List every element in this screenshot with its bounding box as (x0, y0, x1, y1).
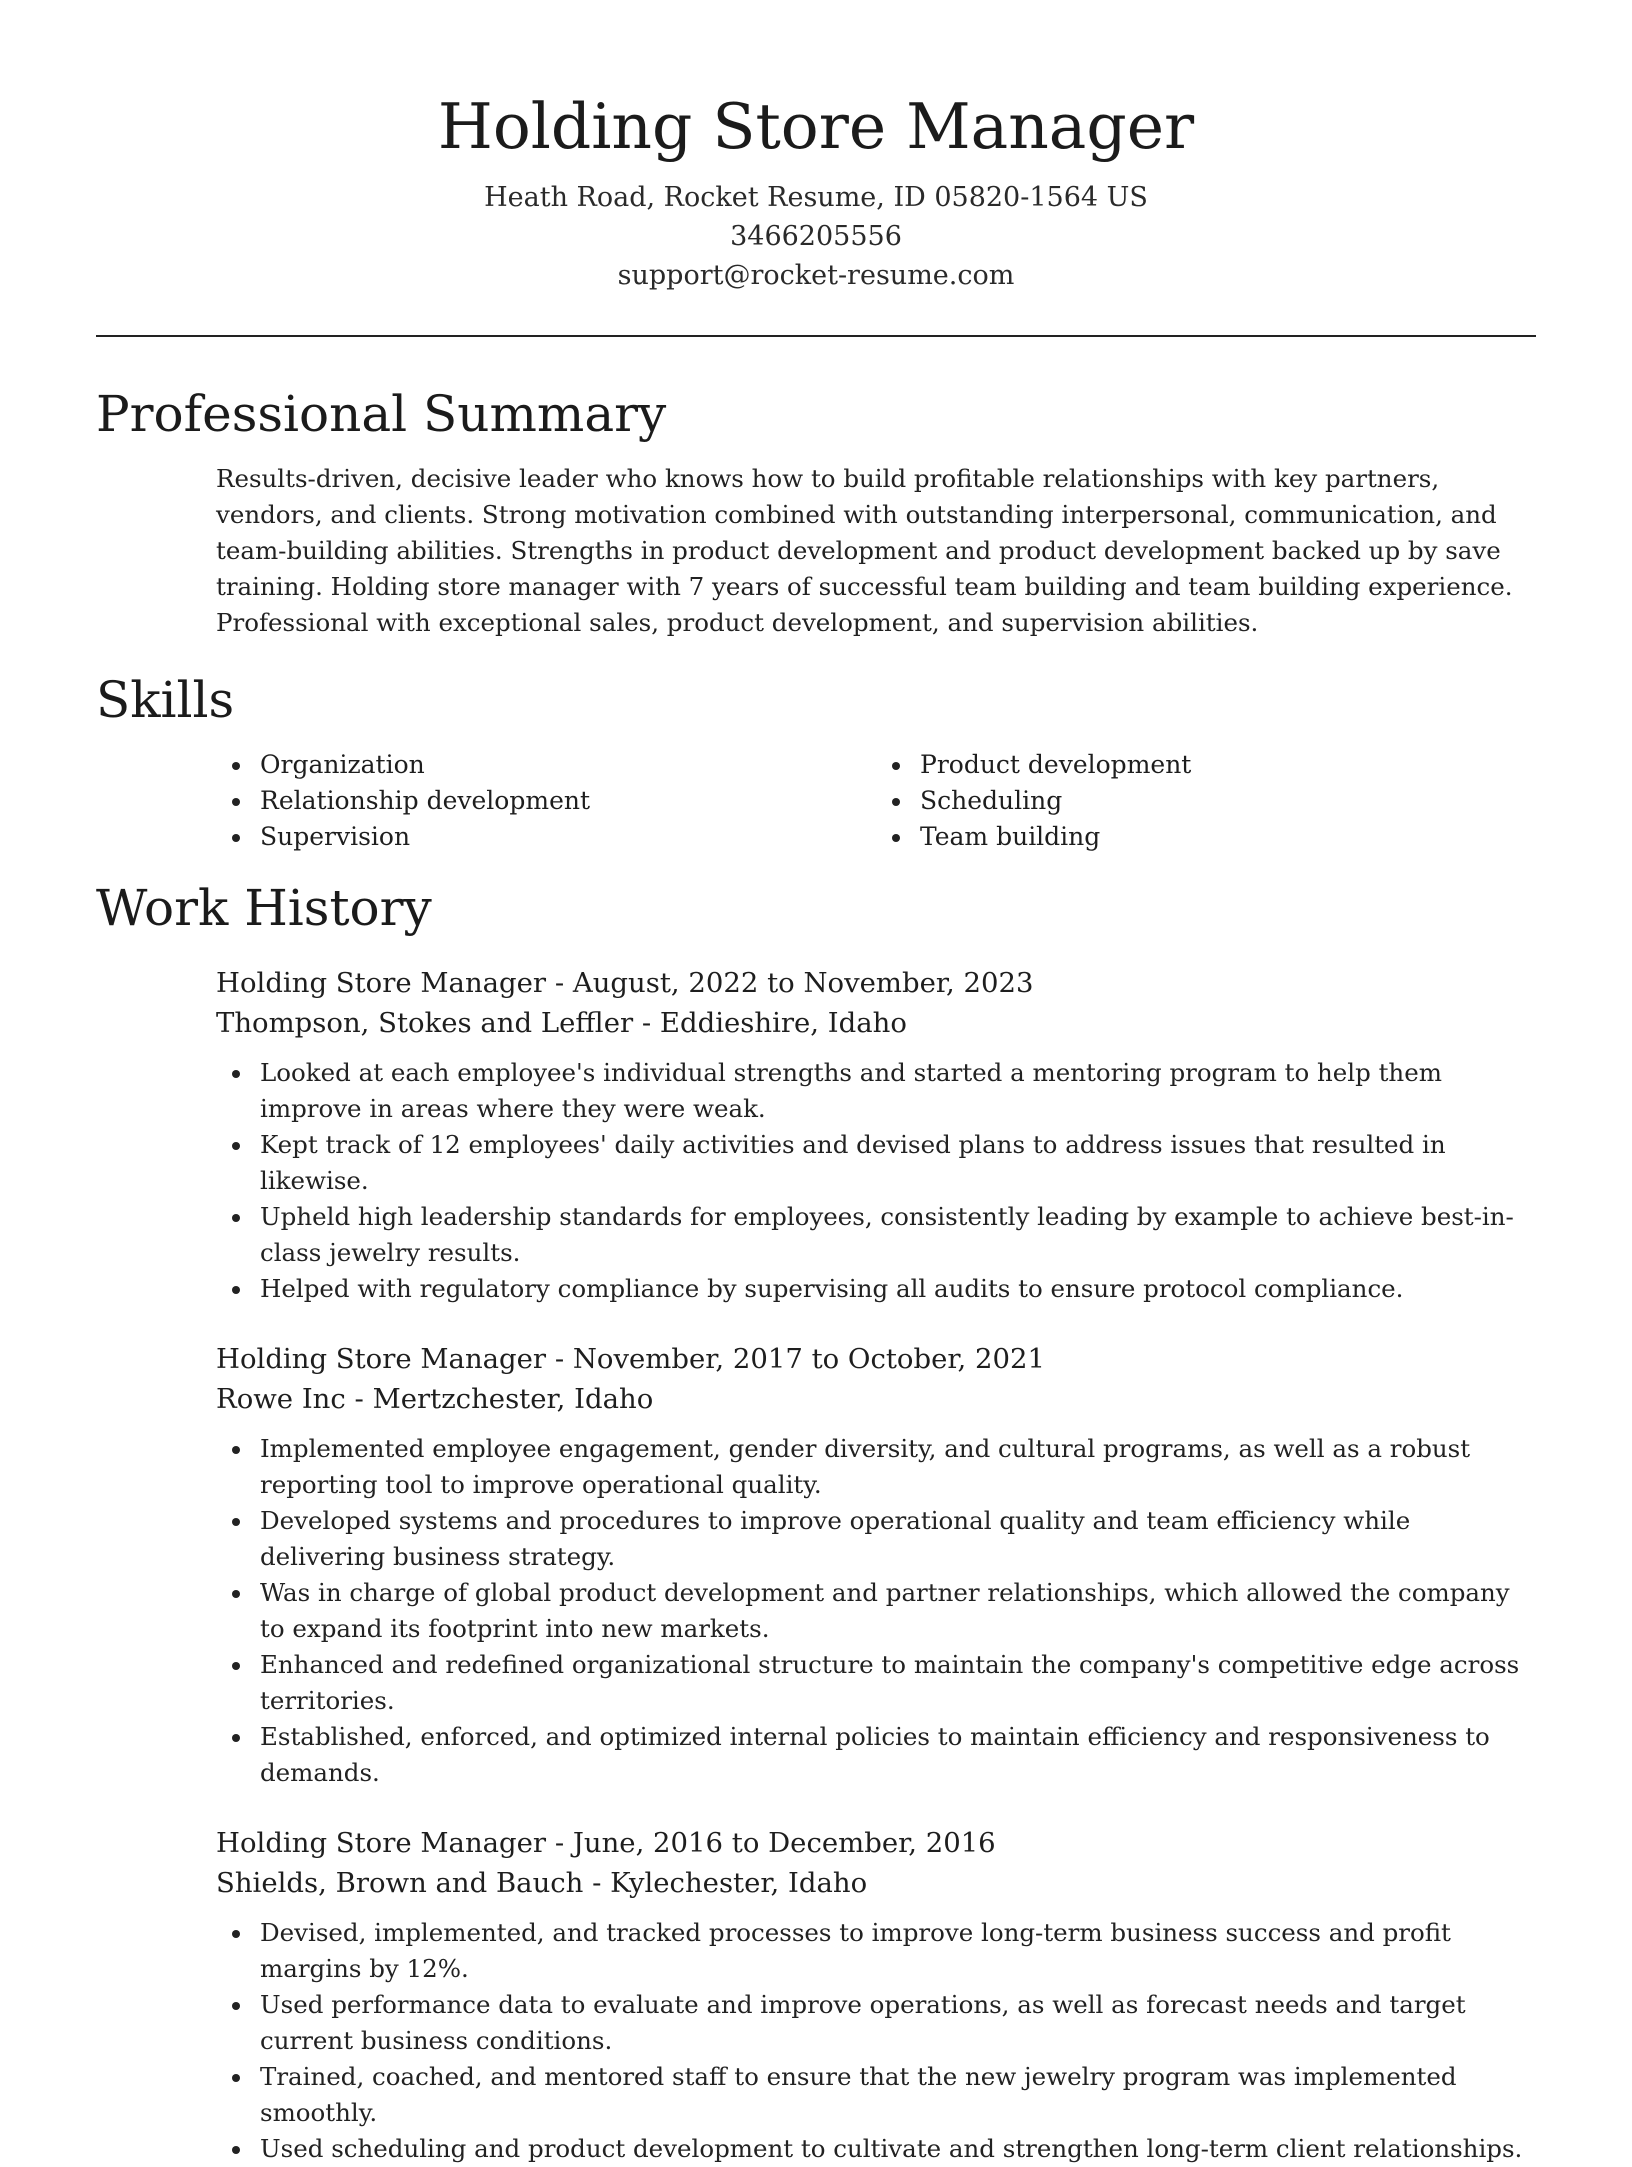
skill-item: Organization (260, 747, 876, 783)
job-company-location: Rowe Inc - Mertzchester, Idaho (216, 1383, 654, 1415)
job-bullet: Upheld high leadership standards for employees, consistently leading by example to achieve best-in-class jewelry results. (260, 1199, 1536, 1271)
job-bullet: Implemented employee engagement, gender diversity, and cultural programs, as well as a robust reporting tool to improve operational quality. (260, 1431, 1536, 1503)
job-bullet: Was in charge of global product development and partner relationships, which allowed the company to expand its footprint into new markets. (260, 1575, 1536, 1647)
job-bullet: Kept track of 12 employees' daily activities and devised plans to address issues that resulted in likewise. (260, 1127, 1536, 1199)
skill-item: Scheduling (920, 783, 1536, 819)
job-bullets (216, 1915, 1536, 2167)
email: support@rocket-resume.com (617, 260, 1015, 291)
resume-header (96, 84, 1536, 337)
section-title-work-history: Work History (96, 879, 432, 937)
job-bullets (216, 1431, 1536, 1791)
job-title-dates: Holding Store Manager - June, 2016 to December, 2016 (216, 1827, 996, 1859)
job-bullet: Looked at each employee's individual strengths and started a mentoring program to help them improve in areas where they were weak. (260, 1055, 1536, 1127)
job-bullet: Used performance data to evaluate and improve operations, as well as forecast needs and target current business conditions. (260, 1987, 1536, 2059)
job-entry (216, 1823, 1536, 2167)
resume-page (96, 0, 1536, 2167)
skills-section (96, 667, 1536, 855)
job-company-location: Thompson, Stokes and Leffler - Eddieshire, Idaho (216, 1007, 907, 1039)
skill-item: Product development (920, 747, 1536, 783)
candidate-name: Holding Store Manager (437, 90, 1195, 163)
job-bullets (216, 1055, 1536, 1307)
skill-item: Supervision (260, 819, 876, 855)
job-bullet: Trained, coached, and mentored staff to ensure that the new jewelry program was implemented smoothly. (260, 2059, 1536, 2131)
job-bullet: Devised, implemented, and tracked processes to improve long-term business success and profit margins by 12%. (260, 1915, 1536, 1987)
summary-section (96, 381, 1536, 641)
job-bullet: Helped with regulatory compliance by supervising all audits to ensure protocol compliance. (260, 1271, 1536, 1307)
skills-column-right (876, 747, 1536, 855)
job-bullet: Developed systems and procedures to improve operational quality and team efficiency while delivering business strategy. (260, 1503, 1536, 1575)
job-company-location: Shields, Brown and Bauch - Kylechester, Idaho (216, 1867, 868, 1899)
skill-item: Relationship development (260, 783, 876, 819)
job-entry (216, 1339, 1536, 1791)
section-title-skills: Skills (96, 671, 235, 729)
skill-item: Team building (920, 819, 1536, 855)
job-bullet: Enhanced and redefined organizational structure to maintain the company's competitive edge across territories. (260, 1647, 1536, 1719)
job-bullet: Used scheduling and product development to cultivate and strengthen long-term client relationships. (260, 2131, 1536, 2167)
address: Heath Road, Rocket Resume, ID 05820-1564 US (484, 182, 1148, 213)
skills-column-left (216, 747, 876, 855)
summary-text: Results-driven, decisive leader who knows how to build profitable relationships with key partners, vendors, and clients. Strong motivation combined with outstanding interpersonal, communication, and team-building abilities. Strengths in product development and product development backed up by save training. Holding store manager with 7 years of successful team building and team building experience. Professional with exceptional sales, product development, and supervision abilities. (216, 464, 1513, 637)
job-bullet: Established, enforced, and optimized internal policies to maintain efficiency and responsiveness to demands. (260, 1719, 1536, 1791)
phone: 3466205556 (730, 221, 902, 252)
job-title-dates: Holding Store Manager - August, 2022 to November, 2023 (216, 967, 1034, 999)
work-history-section (96, 875, 1536, 2167)
job-entry (216, 963, 1536, 1307)
job-title-dates: Holding Store Manager - November, 2017 to October, 2021 (216, 1343, 1045, 1375)
skills-grid (216, 747, 1536, 855)
header-divider (96, 335, 1536, 337)
contact-info (96, 178, 1536, 295)
section-title-summary: Professional Summary (96, 385, 667, 443)
